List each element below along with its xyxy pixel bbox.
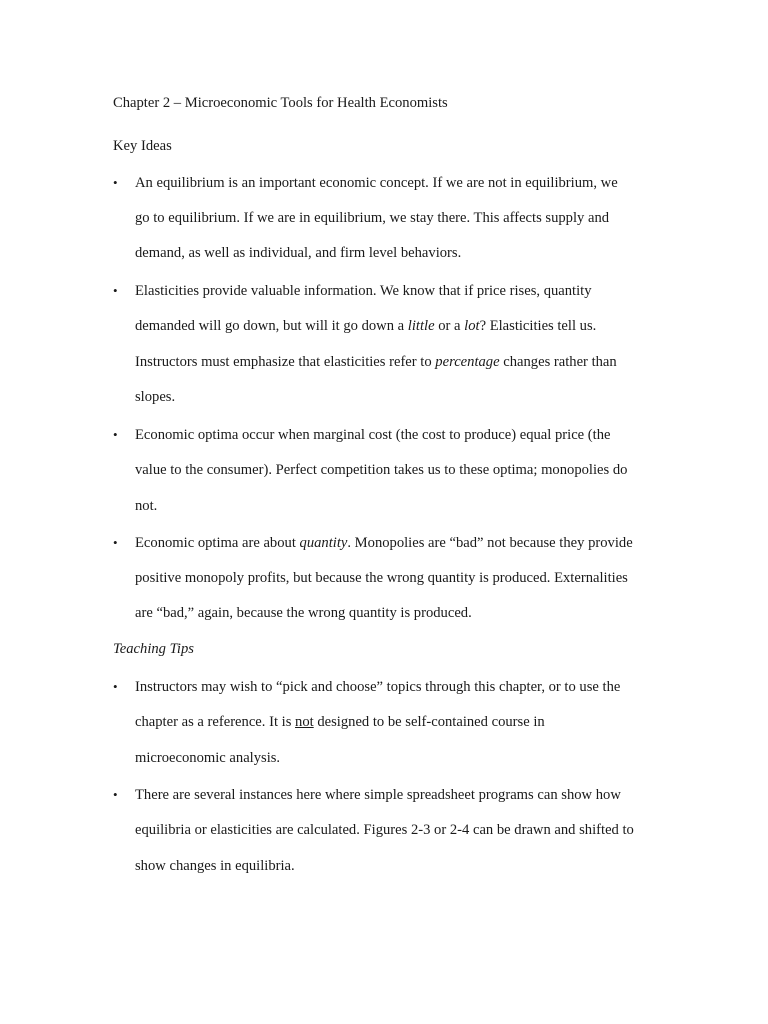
key-idea-1-line-1: An equilibrium is an important economic concept. If we are not in equilibrium, we [135,175,618,191]
key-idea-3-line-2: value to the consumer). Perfect competition takes us to these optima; monopolies do [135,462,628,478]
key-idea-2-line-4: slopes. [135,389,176,405]
emphasis-lot: lot [464,318,480,334]
key-idea-1-line-2: go to equilibrium. If we are in equilibrium, we stay there. This affects supply and [135,210,610,226]
key-ideas-heading: Key Ideas [113,138,172,154]
text-run: demanded will go down, but will it go down a [135,318,408,334]
teaching-tip-1-line-2 [135,713,545,731]
text-run: or a [434,318,465,334]
teaching-tip-1-line-3: microeconomic analysis. [135,750,281,766]
emphasis-quantity: quantity [299,535,348,551]
key-idea-1-line-3: demand, as well as individual, and firm level behaviors. [135,245,462,261]
text-run: changes rather than [499,354,617,370]
bullet-marker: • [113,679,118,694]
key-idea-4-line-3: are “bad,” again, because the wrong quantity is produced. [135,605,472,621]
text-run: . Monopolies are “bad” not because they provide [347,535,633,551]
key-idea-2-line-3 [135,353,617,371]
emphasis-percentage: percentage [435,354,500,370]
teaching-tip-1-line-1: Instructors may wish to “pick and choose” topics through this chapter, or to use the [135,679,621,695]
bullet-marker: • [113,787,118,802]
text-run: ? Elasticities tell us. [479,318,597,334]
key-idea-3-line-3: not. [135,498,158,514]
bullet-marker: • [113,535,118,550]
key-idea-4-line-1 [135,534,633,552]
text-run: Economic optima are about [135,535,300,551]
key-idea-4-line-2: positive monopoly profits, but because the wrong quantity is produced. Externalities [135,570,628,586]
bullet-marker: • [113,175,118,190]
teaching-tip-2-line-3: show changes in equilibria. [135,858,295,874]
key-idea-2-line-1: Elasticities provide valuable information. We know that if price rises, quantity [135,283,592,299]
chapter-title: Chapter 2 – Microeconomic Tools for Health Economists [113,95,448,111]
key-idea-2-line-2 [135,317,596,335]
text-run: chapter as a reference. It is [135,714,296,730]
text-run: Instructors must emphasize that elasticities refer to [135,354,436,370]
text-run: designed to be self-contained course in [313,714,545,730]
teaching-tip-2-line-2: equilibria or elasticities are calculated. Figures 2-3 or 2-4 can be drawn and shifted to [135,822,634,838]
underlined-not: not [295,714,314,730]
teaching-tips-heading: Teaching Tips [113,641,194,657]
emphasis-little: little [407,318,435,334]
bullet-marker: • [113,427,118,442]
teaching-tip-2-line-1: There are several instances here where simple spreadsheet programs can show how [135,787,621,803]
key-idea-3-line-1: Economic optima occur when marginal cost (the cost to produce) equal price (the [135,427,611,443]
bullet-marker: • [113,283,118,298]
